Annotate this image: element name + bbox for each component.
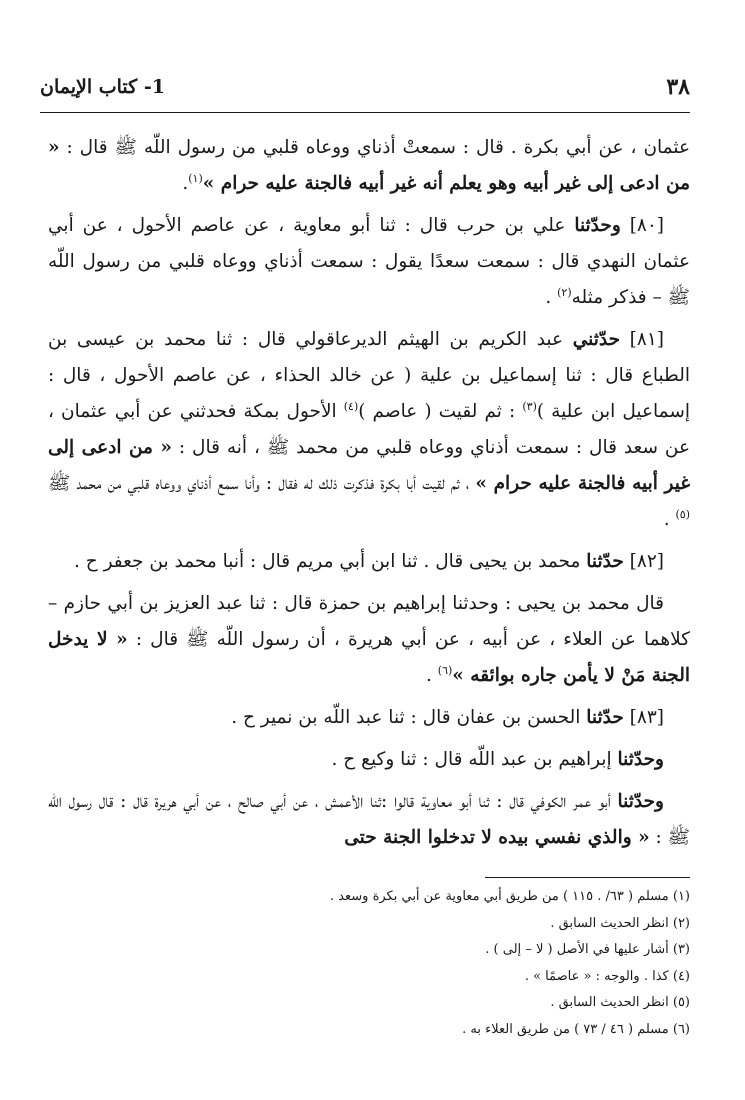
footnote-marker: (٦) bbox=[437, 663, 453, 677]
paragraph bbox=[48, 700, 690, 736]
main-text bbox=[48, 130, 690, 862]
bold-text: حدّثنا bbox=[586, 551, 624, 572]
text-run: قال محمد بن يحيى : وحدثنا إبراهيم بن حمزة قال : ثنا عبد العزيز بن أبي حازم – كلاهما عن العلاء ، عن أبيه ، عن أبي هريرة ، أن رسول اللّه ﷺ قال : bbox=[48, 593, 690, 650]
paragraph bbox=[48, 742, 690, 778]
paragraph bbox=[48, 208, 690, 316]
text-run: علي بن حرب قال : ثنا أبو معاوية ، عن عاصم الأحول ، عن أبي عثمان النهدي قال : سمعت سعدًا يقول : سمعت أذناي ووعاه قلبي من رسول اللّه ﷺ – فذكر مثله bbox=[48, 215, 690, 308]
text-run: ، ثم لقيت أبا بكرة فذكرت ذلك له فقال : وأنا سمع أذناي ووعاه قلبي من محمد ﷺ bbox=[48, 473, 476, 494]
text-run: : ثم لقيت ( عاصم ) bbox=[358, 401, 523, 422]
text-run: . bbox=[426, 665, 438, 686]
text-run: عبد الكريم بن الهيثم الديرعاقولي قال : ثنا محمد بن عيسى بن الطباع قال : ثنا إسماعيل بن علية ( عن خالد الحذاء ، عن عاصم الأحول ، قال : إسماعيل ابن علية ) bbox=[48, 329, 690, 422]
bold-text: « والذي نفسي بيده لا تدخلوا الجنة حتى bbox=[344, 827, 650, 848]
footnote-marker: (٣) bbox=[522, 399, 537, 413]
paragraph bbox=[48, 544, 690, 580]
paragraph bbox=[48, 322, 690, 538]
text-run: [٨٢] bbox=[623, 551, 664, 572]
bold-text: « لا يدخل الجنة مَنْ لا يأمن جاره بوائقه » bbox=[48, 629, 690, 686]
bold-text: حدّثني bbox=[572, 329, 621, 350]
bold-text: « من ادعى إلى غير أبيه وهو يعلم أنه غير أبيه فالجنة عليه حرام » bbox=[48, 137, 690, 194]
footnote-marker: (٢) bbox=[557, 285, 572, 299]
footnote-marker: (٥) bbox=[675, 507, 690, 521]
footnote-marker: (٤) bbox=[343, 399, 359, 413]
text-run: [٨٠] bbox=[620, 215, 665, 236]
page-number: ٣٨ bbox=[666, 74, 690, 100]
bold-text: وحدّثنا bbox=[617, 791, 664, 812]
text-run: الحسن بن عفان قال : ثنا عبد اللّه بن نمير ح . bbox=[231, 707, 587, 728]
running-title: 1- كتاب الإيمان bbox=[40, 76, 165, 98]
footnote: (٥) انظر الحديث السابق . bbox=[550, 995, 690, 1010]
bold-text: « من ادعى إلى غير أبيه فالجنة عليه حرام » bbox=[48, 437, 690, 494]
text-run: الأحول بمكة فحدثني عن أبي عثمان ، عن سعد قال : سمعت أذناي ووعاه قلبي من محمد ﷺ ، أنه قال : bbox=[48, 401, 690, 458]
text-run: . bbox=[545, 287, 558, 308]
text-run: عثمان ، عن أبي بكرة . قال : سمعتْ أذناي ووعاه قلبي من رسول اللّه ﷺ قال : bbox=[59, 137, 690, 158]
footnote: (٦) مسلم ( ٤٦ / ٧٣ ) من طريق العلاء به . bbox=[462, 1021, 690, 1037]
footnote-marker: (١) bbox=[188, 171, 203, 185]
text-run: . bbox=[663, 509, 676, 530]
text-run: [٨٣] bbox=[623, 707, 664, 728]
text-run: [٨١] bbox=[620, 329, 664, 350]
footnotes bbox=[48, 884, 690, 1043]
page-header bbox=[40, 74, 690, 113]
bold-text: وحدّثنا bbox=[574, 215, 621, 236]
bold-text: وحدّثنا bbox=[617, 749, 664, 770]
text-run: أبو عمر الكوفي قال : ثنا أبو معاوية قالوا :ثنا الأعمش ، عن أبي صالح ، عن أبي هريرة قال : قال رسول اللّه ﷺ : bbox=[48, 791, 690, 848]
text-run: إبراهيم بن عبد اللّه قال : ثنا وكيع ح . bbox=[331, 749, 618, 770]
footnote: (٤) كذا . والوجه : « عاصمًا » . bbox=[524, 968, 690, 984]
paragraph bbox=[48, 586, 690, 694]
footnote: (٢) انظر الحديث السابق . bbox=[550, 915, 690, 931]
bold-text: حدّثنا bbox=[586, 707, 624, 728]
paragraph bbox=[48, 784, 690, 856]
text-run: . bbox=[182, 173, 189, 194]
footnote: (١) مسلم ( ٦٣/ . ١١٥ ) من طريق أبي معاوية عن أبي بكرة وسعد . bbox=[329, 889, 690, 904]
paragraph bbox=[48, 130, 690, 202]
footnote: (٣) أشار عليها في الأصل ( لا – إلى ) . bbox=[485, 942, 690, 957]
footnote-divider bbox=[485, 877, 690, 878]
text-run: محمد بن يحيى قال . ثنا ابن أبي مريم قال : أنبا محمد بن جعفر ح . bbox=[73, 551, 587, 572]
